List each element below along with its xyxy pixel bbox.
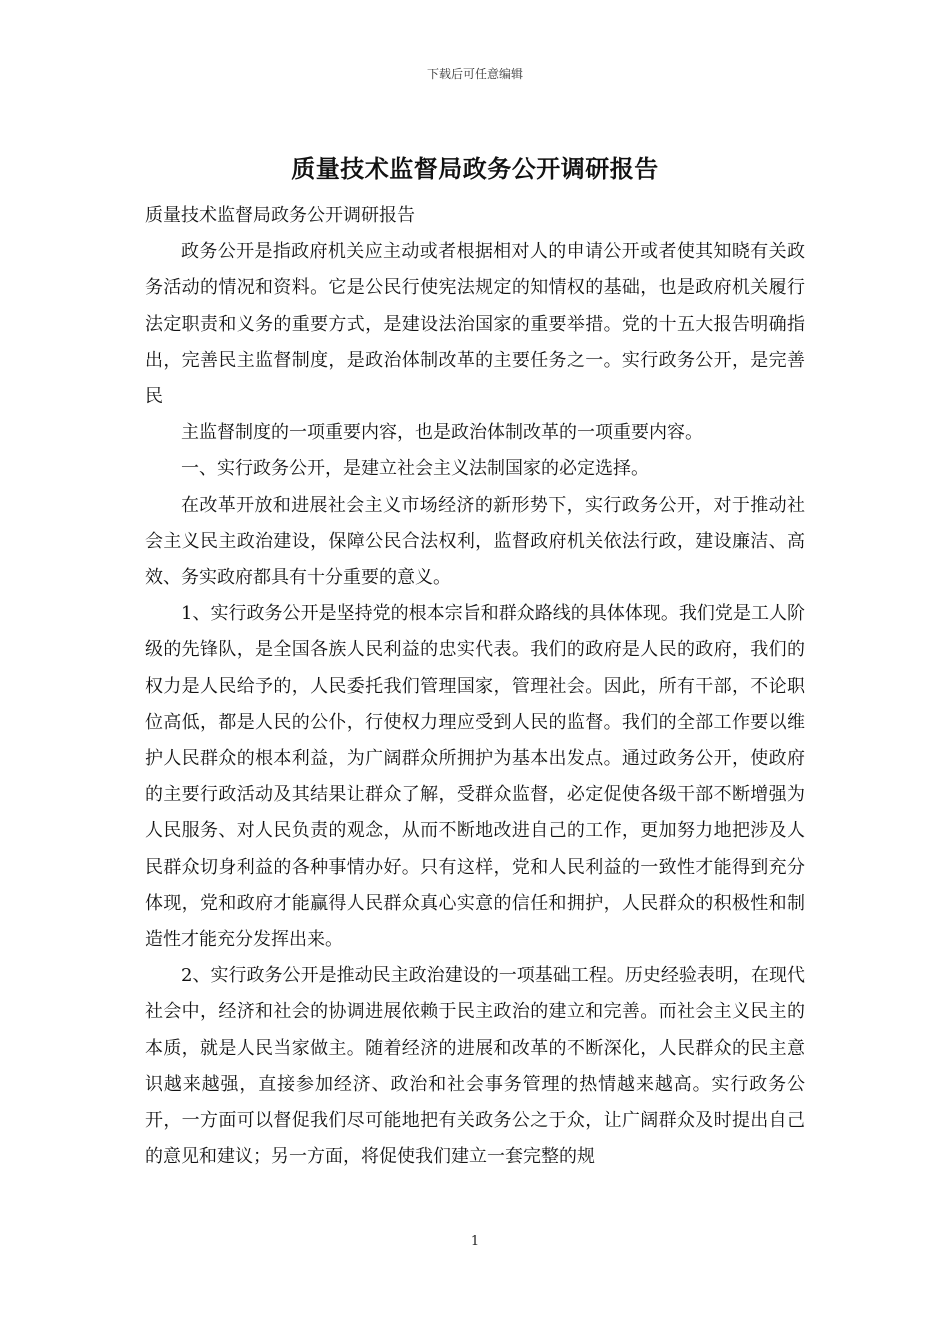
paragraph-intro: 政务公开是指政府机关应主动或者根据相对人的申请公开或者使其知晓有关政务活动的情况和资料。它是公民行使宪法规定的知情权的基础，也是政府机关履行法定职责和义务的重要方式，是建设法治国家的重要举措。党的十五大报告明确指出，完善民主监督制度，是政治体制改革的主要任务之一。实行政务公开，是完善民	[145, 241, 805, 408]
paragraph-continuation: 主监督制度的一项重要内容，也是政治体制改革的一项重要内容。	[181, 422, 703, 444]
page-number: 1	[470, 1234, 480, 1249]
paragraph-point-2: 2、实行政务公开是推动民主政治建设的一项基础工程。历史经验表明，在现代社会中，经济和社会的协调进展依赖于民主政治的建立和完善。而社会主义民主的本质，就是人民当家做主。随着经济的进展和改革的不断深化，人民群众的民主意识越来越强，直接参加经济、政治和社会事务管理的热情越来越高。实行政务公开，一方面可以督促我们尽可能地把有关政务公之于众，让广阔群众及时提出自己的意见和建议；另一方面，将促使我们建立一套完整的规	[145, 965, 805, 1168]
section-heading-1: 一、实行政务公开，是建立社会主义法制国家的必定选择。	[181, 458, 649, 480]
document-subtitle: 质量技术监督局政务公开调研报告	[145, 205, 415, 226]
header-note: 下载后可任意编辑	[426, 67, 523, 81]
document-body	[145, 198, 805, 1175]
document-title: 质量技术监督局政务公开调研报告	[291, 154, 659, 183]
paragraph-context: 在改革开放和进展社会主义市场经济的新形势下，实行政务公开，对于推动社会主义民主政治建设，保障公民合法权利，监督政府机关依法行政，建设廉洁、高效、务实政府都具有十分重要的意义。	[145, 494, 805, 589]
paragraph-point-1: 1、实行政务公开是坚持党的根本宗旨和群众路线的具体体现。我们党是工人阶级的先锋队，是全国各族人民利益的忠实代表。我们的政府是人民的政府，我们的权力是人民给予的，人民委托我们管理国家，管理社会。因此，所有干部，不论职位高低，都是人民的公仆，行使权力理应受到人民的监督。我们的全部工作要以维护人民群众的根本利益，为广阔群众所拥护为基本出发点。通过政务公开，使政府的主要行政活动及其结果让群众了解，受群众监督，必定促使各级干部不断增强为人民服务、对人民负责的观念，从而不断地改进自己的工作，更加努力地把涉及人民群众切身利益的各种事情办好。只有这样，党和人民利益的一致性才能得到充分体现，党和政府才能赢得人民群众真心实意的信任和拥护，人民群众的积极性和制造性才能充分发挥出来。	[145, 603, 805, 951]
